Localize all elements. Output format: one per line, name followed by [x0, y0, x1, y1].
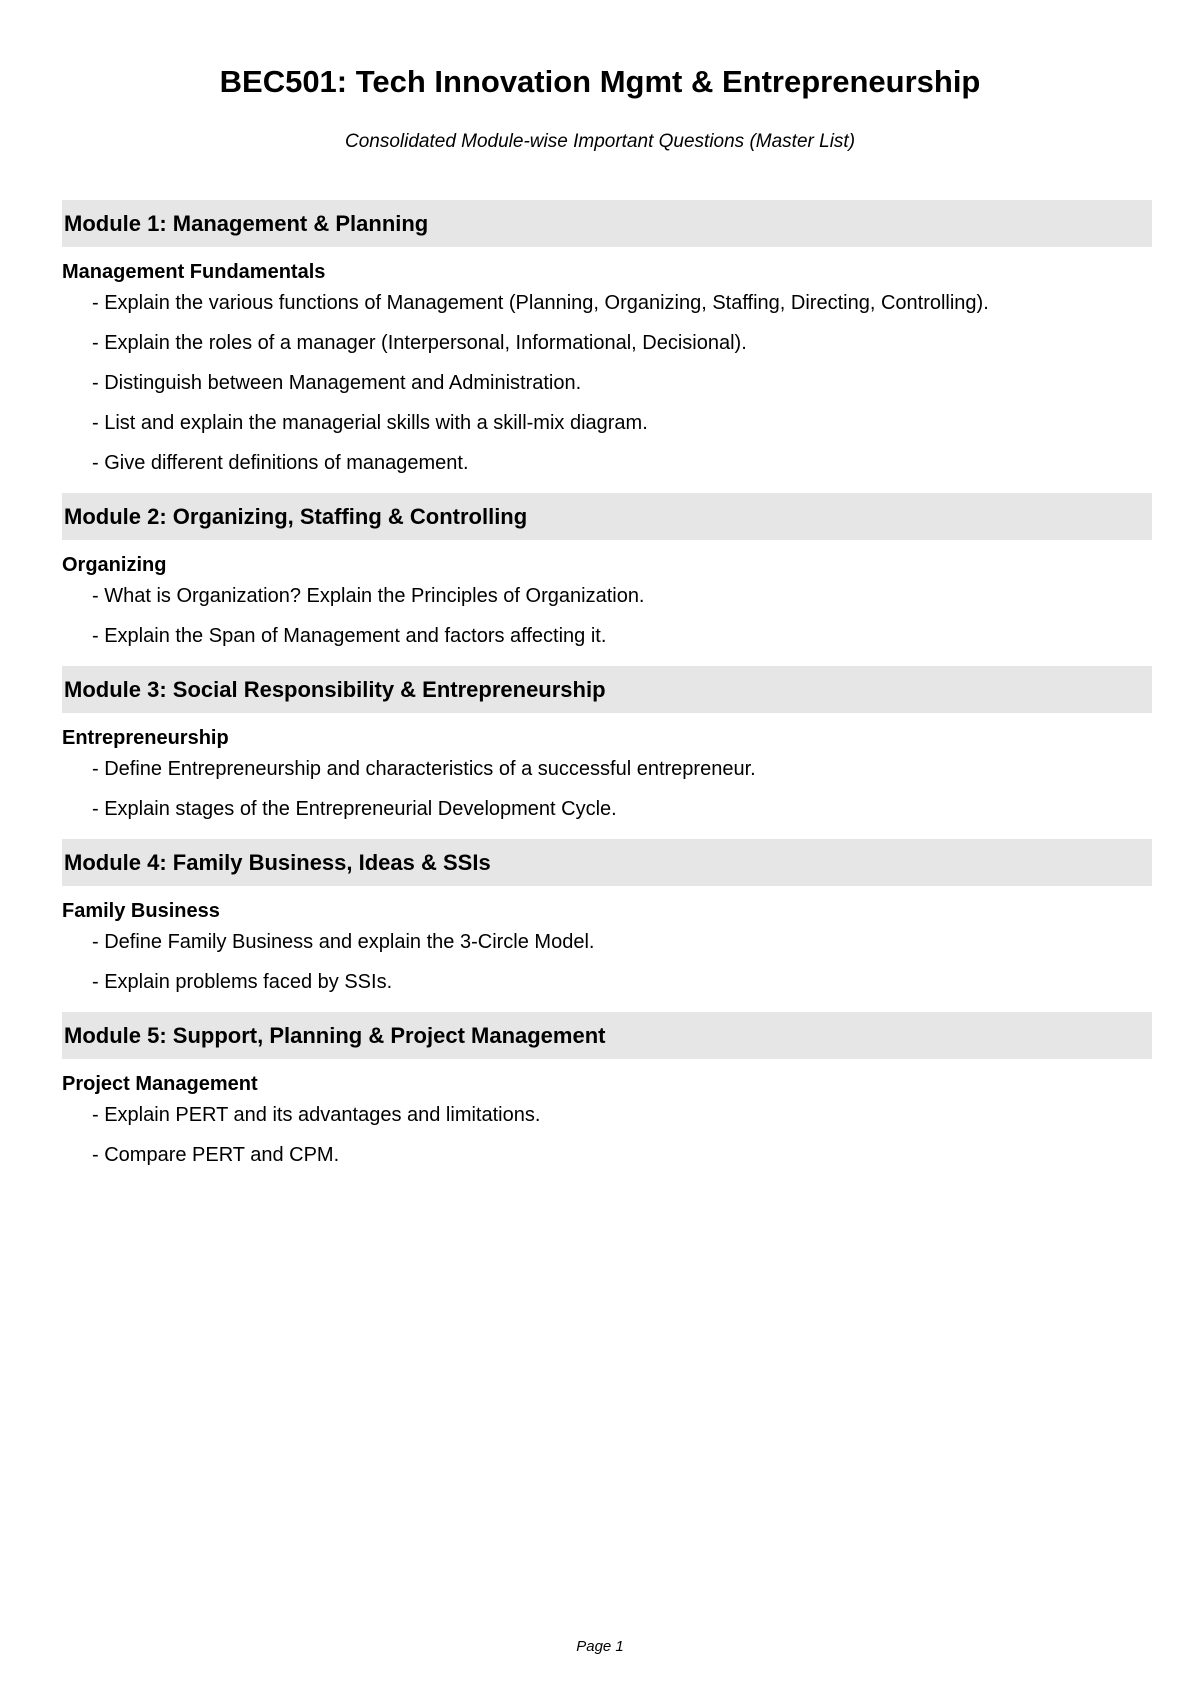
question-item: - Explain stages of the Entrepreneurial Development Cycle. — [92, 797, 1152, 821]
module-4-section — [62, 839, 1152, 994]
module-1-question-list — [62, 291, 1152, 475]
module-5-question-list — [62, 1103, 1152, 1167]
module-1-header: Module 1: Management & Planning — [62, 200, 1152, 247]
question-item: - Explain problems faced by SSIs. — [92, 970, 1152, 994]
module-3-section — [62, 666, 1152, 821]
module-1-topic-heading: Management Fundamentals — [62, 261, 326, 283]
question-item: - List and explain the managerial skills with a skill-mix diagram. — [92, 411, 1152, 435]
question-item: - Explain the roles of a manager (Interpersonal, Informational, Decisional). — [92, 331, 1152, 355]
module-3-question-list — [62, 757, 1152, 821]
question-item: - Distinguish between Management and Administration. — [92, 371, 1152, 395]
module-5-topic-heading: Project Management — [62, 1073, 258, 1095]
question-item: - Explain the various functions of Management (Planning, Organizing, Staffing, Directing, Controlling). — [92, 291, 1152, 315]
module-2-topic-heading: Organizing — [62, 554, 167, 576]
module-2-header: Module 2: Organizing, Staffing & Controlling — [62, 493, 1152, 540]
page-number: Page 1 — [576, 1638, 624, 1655]
question-item: - What is Organization? Explain the Principles of Organization. — [92, 584, 1152, 608]
question-item: - Explain PERT and its advantages and limitations. — [92, 1103, 1152, 1127]
question-item: - Define Family Business and explain the 3-Circle Model. — [92, 930, 1152, 954]
question-item: - Give different definitions of management. — [92, 451, 1152, 475]
module-4-topic-heading: Family Business — [62, 900, 220, 922]
module-2-question-list — [62, 584, 1152, 648]
module-4-header: Module 4: Family Business, Ideas & SSIs — [62, 839, 1152, 886]
module-5-header: Module 5: Support, Planning & Project Management — [62, 1012, 1152, 1059]
module-5-section — [62, 1012, 1152, 1167]
module-4-question-list — [62, 930, 1152, 994]
module-1-section — [62, 200, 1152, 475]
question-item: - Define Entrepreneurship and characteristics of a successful entrepreneur. — [92, 757, 1152, 781]
module-3-topic-heading: Entrepreneurship — [62, 727, 229, 749]
document-subtitle: Consolidated Module-wise Important Questions (Master List) — [344, 131, 856, 152]
question-item: - Explain the Span of Management and factors affecting it. — [92, 624, 1152, 648]
document-title: BEC501: Tech Innovation Mgmt & Entrepreneurship — [219, 64, 981, 99]
question-item: - Compare PERT and CPM. — [92, 1143, 1152, 1167]
module-3-header: Module 3: Social Responsibility & Entrepreneurship — [62, 666, 1152, 713]
module-2-section — [62, 493, 1152, 648]
modules-container — [62, 200, 1152, 1185]
